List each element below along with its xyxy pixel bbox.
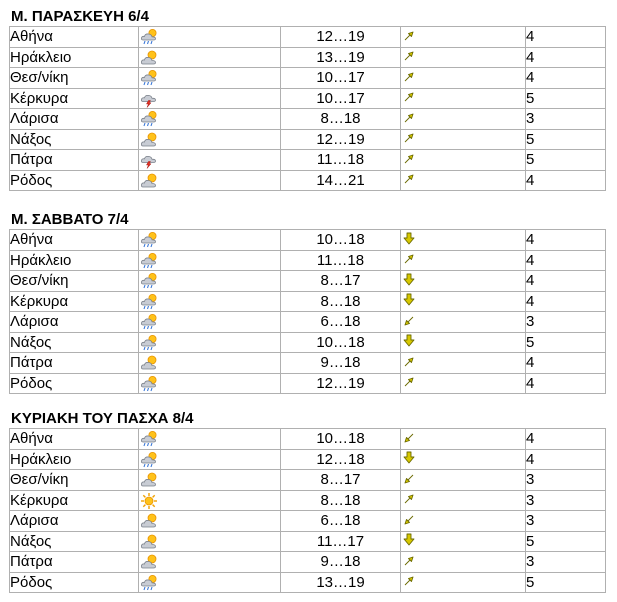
wind-cell <box>401 312 526 333</box>
weather-cell <box>139 271 281 292</box>
weather-cell <box>139 129 281 150</box>
wind-beaufort: 5 <box>526 129 606 150</box>
cloud-rain-sun-icon <box>140 252 158 270</box>
wind-cell <box>401 552 526 573</box>
wind-cell <box>401 490 526 511</box>
cloud-rain-sun-icon <box>140 293 158 311</box>
wind-ne-arrow-icon <box>403 251 415 270</box>
wind-beaufort: 4 <box>526 47 606 68</box>
wind-cell <box>401 572 526 593</box>
temperature-range: 10…18 <box>281 230 401 251</box>
temperature-range: 12…19 <box>281 27 401 48</box>
forecast-table <box>9 26 606 191</box>
city-name: Θεσ/νίκη <box>10 68 139 89</box>
table-row <box>10 449 606 470</box>
wind-ne-arrow-icon <box>403 130 415 149</box>
cloud-sun-icon <box>140 471 158 489</box>
city-name: Κέρκυρα <box>10 490 139 511</box>
table-row <box>10 332 606 353</box>
thunder-cloud-icon <box>140 90 158 108</box>
wind-cell <box>401 230 526 251</box>
table-row <box>10 353 606 374</box>
weather-cell <box>139 150 281 171</box>
cloud-rain-sun-icon <box>140 110 158 128</box>
wind-beaufort: 5 <box>526 531 606 552</box>
table-row <box>10 511 606 532</box>
wind-beaufort: 4 <box>526 250 606 271</box>
table-row <box>10 572 606 593</box>
day-title: Μ. ΣΑΒΒΑΤΟ 7/4 <box>11 211 129 228</box>
cloud-rain-sun-icon <box>140 451 158 469</box>
cloud-sun-icon <box>140 553 158 571</box>
wind-beaufort: 4 <box>526 429 606 450</box>
city-name: Αθήνα <box>10 230 139 251</box>
sun-icon <box>140 492 158 510</box>
temperature-range: 10…17 <box>281 68 401 89</box>
cloud-sun-icon <box>140 49 158 67</box>
city-name: Ηράκλειο <box>10 47 139 68</box>
city-name: Νάξος <box>10 332 139 353</box>
city-name: Κέρκυρα <box>10 88 139 109</box>
temperature-range: 9…18 <box>281 552 401 573</box>
cloud-sun-icon <box>140 172 158 190</box>
wind-south-arrow-icon <box>403 532 415 551</box>
table-row <box>10 531 606 552</box>
weather-cell <box>139 449 281 470</box>
city-name: Αθήνα <box>10 429 139 450</box>
table-row <box>10 88 606 109</box>
city-name: Κέρκυρα <box>10 291 139 312</box>
cloud-rain-sun-icon <box>140 574 158 592</box>
temperature-range: 10…18 <box>281 332 401 353</box>
table-row <box>10 150 606 171</box>
forecast-table <box>9 229 606 394</box>
cloud-sun-icon <box>140 354 158 372</box>
wind-cell <box>401 250 526 271</box>
wind-south-arrow-icon <box>403 333 415 352</box>
wind-sw-arrow-icon <box>403 471 415 490</box>
weather-cell <box>139 429 281 450</box>
cloud-sun-icon <box>140 512 158 530</box>
temperature-range: 6…18 <box>281 511 401 532</box>
wind-cell <box>401 129 526 150</box>
city-name: Θεσ/νίκη <box>10 470 139 491</box>
table-row <box>10 109 606 130</box>
weather-cell <box>139 373 281 394</box>
wind-beaufort: 3 <box>526 511 606 532</box>
cloud-rain-sun-icon <box>140 313 158 331</box>
temperature-range: 11…17 <box>281 531 401 552</box>
weather-cell <box>139 68 281 89</box>
wind-cell <box>401 291 526 312</box>
weather-cell <box>139 27 281 48</box>
table-row <box>10 230 606 251</box>
temperature-range: 12…19 <box>281 373 401 394</box>
weather-cell <box>139 353 281 374</box>
temperature-range: 8…18 <box>281 490 401 511</box>
weather-cell <box>139 170 281 191</box>
temperature-range: 10…17 <box>281 88 401 109</box>
city-name: Λάρισα <box>10 312 139 333</box>
city-name: Πάτρα <box>10 353 139 374</box>
weather-cell <box>139 312 281 333</box>
city-name: Ρόδος <box>10 572 139 593</box>
wind-sw-arrow-icon <box>403 512 415 531</box>
cloud-rain-sun-icon <box>140 430 158 448</box>
day-section-saturday <box>9 211 605 394</box>
temperature-range: 8…18 <box>281 291 401 312</box>
temperature-range: 12…19 <box>281 129 401 150</box>
wind-cell <box>401 353 526 374</box>
wind-ne-arrow-icon <box>403 171 415 190</box>
city-name: Αθήνα <box>10 27 139 48</box>
temperature-range: 13…19 <box>281 572 401 593</box>
city-name: Νάξος <box>10 129 139 150</box>
wind-ne-arrow-icon <box>403 69 415 88</box>
cloud-rain-sun-icon <box>140 69 158 87</box>
forecast-table <box>9 428 606 593</box>
cloud-sun-icon <box>140 533 158 551</box>
wind-beaufort: 4 <box>526 170 606 191</box>
temperature-range: 8…17 <box>281 271 401 292</box>
weather-cell <box>139 230 281 251</box>
wind-cell <box>401 150 526 171</box>
wind-beaufort: 5 <box>526 572 606 593</box>
wind-beaufort: 4 <box>526 449 606 470</box>
wind-sw-arrow-icon <box>403 430 415 449</box>
wind-south-arrow-icon <box>403 272 415 291</box>
weather-cell <box>139 572 281 593</box>
temperature-range: 9…18 <box>281 353 401 374</box>
wind-beaufort: 5 <box>526 88 606 109</box>
day-title: ΚΥΡΙΑΚΗ ΤΟΥ ΠΑΣΧΑ 8/4 <box>11 410 194 427</box>
temperature-range: 14…21 <box>281 170 401 191</box>
wind-beaufort: 4 <box>526 373 606 394</box>
temperature-range: 11…18 <box>281 150 401 171</box>
wind-cell <box>401 429 526 450</box>
city-name: Ρόδος <box>10 170 139 191</box>
wind-beaufort: 5 <box>526 150 606 171</box>
wind-ne-arrow-icon <box>403 151 415 170</box>
wind-south-arrow-icon <box>403 231 415 250</box>
table-row <box>10 373 606 394</box>
city-name: Νάξος <box>10 531 139 552</box>
wind-beaufort: 4 <box>526 271 606 292</box>
wind-cell <box>401 271 526 292</box>
weather-cell <box>139 511 281 532</box>
table-row <box>10 552 606 573</box>
city-name: Πάτρα <box>10 552 139 573</box>
weather-cell <box>139 47 281 68</box>
wind-cell <box>401 531 526 552</box>
cloud-rain-sun-icon <box>140 272 158 290</box>
wind-south-arrow-icon <box>403 292 415 311</box>
table-row <box>10 429 606 450</box>
table-row <box>10 271 606 292</box>
day-title: Μ. ΠΑΡΑΣΚΕΥΗ 6/4 <box>11 8 149 25</box>
city-name: Πάτρα <box>10 150 139 171</box>
day-section-sunday <box>9 410 605 593</box>
city-name: Ρόδος <box>10 373 139 394</box>
table-row <box>10 250 606 271</box>
wind-ne-arrow-icon <box>403 553 415 572</box>
wind-ne-arrow-icon <box>403 573 415 592</box>
temperature-range: 6…18 <box>281 312 401 333</box>
weather-cell <box>139 470 281 491</box>
wind-cell <box>401 511 526 532</box>
wind-ne-arrow-icon <box>403 48 415 67</box>
city-name: Λάρισα <box>10 511 139 532</box>
weather-cell <box>139 88 281 109</box>
wind-beaufort: 3 <box>526 312 606 333</box>
wind-beaufort: 4 <box>526 291 606 312</box>
wind-cell <box>401 470 526 491</box>
table-row <box>10 27 606 48</box>
wind-beaufort: 4 <box>526 68 606 89</box>
wind-cell <box>401 449 526 470</box>
wind-cell <box>401 68 526 89</box>
temperature-range: 8…17 <box>281 470 401 491</box>
city-name: Ηράκλειο <box>10 250 139 271</box>
wind-ne-arrow-icon <box>403 491 415 510</box>
wind-beaufort: 4 <box>526 27 606 48</box>
wind-beaufort: 4 <box>526 230 606 251</box>
table-row <box>10 47 606 68</box>
cloud-sun-icon <box>140 131 158 149</box>
temperature-range: 13…19 <box>281 47 401 68</box>
city-name: Θεσ/νίκη <box>10 271 139 292</box>
city-name: Λάρισα <box>10 109 139 130</box>
table-row <box>10 129 606 150</box>
table-row <box>10 490 606 511</box>
thunder-cloud-icon <box>140 151 158 169</box>
wind-cell <box>401 170 526 191</box>
weather-cell <box>139 490 281 511</box>
table-row <box>10 312 606 333</box>
temperature-range: 8…18 <box>281 109 401 130</box>
wind-beaufort: 3 <box>526 109 606 130</box>
wind-cell <box>401 47 526 68</box>
wind-ne-arrow-icon <box>403 110 415 129</box>
wind-ne-arrow-icon <box>403 89 415 108</box>
cloud-rain-sun-icon <box>140 375 158 393</box>
wind-ne-arrow-icon <box>403 374 415 393</box>
day-section-friday <box>9 8 605 191</box>
wind-cell <box>401 373 526 394</box>
weather-cell <box>139 552 281 573</box>
temperature-range: 10…18 <box>281 429 401 450</box>
wind-cell <box>401 109 526 130</box>
wind-beaufort: 3 <box>526 552 606 573</box>
wind-ne-arrow-icon <box>403 354 415 373</box>
weather-cell <box>139 332 281 353</box>
temperature-range: 11…18 <box>281 250 401 271</box>
weather-cell <box>139 250 281 271</box>
weather-cell <box>139 291 281 312</box>
table-row <box>10 68 606 89</box>
table-row <box>10 170 606 191</box>
table-row <box>10 291 606 312</box>
weather-cell <box>139 109 281 130</box>
wind-ne-arrow-icon <box>403 28 415 47</box>
cloud-rain-sun-icon <box>140 231 158 249</box>
temperature-range: 12…18 <box>281 449 401 470</box>
wind-beaufort: 3 <box>526 470 606 491</box>
wind-sw-arrow-icon <box>403 313 415 332</box>
cloud-rain-sun-icon <box>140 28 158 46</box>
city-name: Ηράκλειο <box>10 449 139 470</box>
wind-beaufort: 4 <box>526 353 606 374</box>
wind-cell <box>401 88 526 109</box>
cloud-rain-sun-icon <box>140 334 158 352</box>
wind-south-arrow-icon <box>403 450 415 469</box>
wind-beaufort: 5 <box>526 332 606 353</box>
table-row <box>10 470 606 491</box>
weather-cell <box>139 531 281 552</box>
wind-cell <box>401 27 526 48</box>
wind-cell <box>401 332 526 353</box>
wind-beaufort: 3 <box>526 490 606 511</box>
